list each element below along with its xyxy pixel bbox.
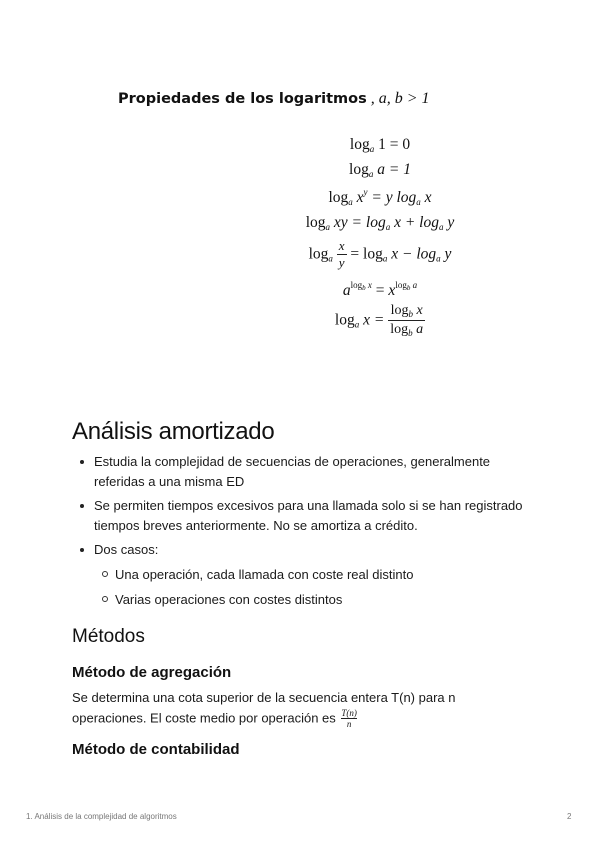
sub-list-item: Varias operaciones con costes distintos [115,590,515,610]
footer-page-number: 2 [567,812,572,821]
list-item: Estudia la complejidad de secuencias de operaciones, generalmente referidas a una misma ED [94,452,524,491]
list-item: Dos casos: [94,540,524,560]
footer-chapter: 1. Análisis de la complejidad de algoritmos [26,812,177,821]
formula-log-product: $\log_a$ xy = $\log_a x + \log_a y$ [305,214,455,232]
hollow-bullet-icon [102,596,108,602]
formula-log-quotient: $\log_a$ $\frac{x}{y}$ = $\log_a x - \log_a y$ [308,238,452,271]
formula-log-power: $\log_a x^y = y$ $\log_a x$ [328,187,432,207]
formula-log-exchange: $a^{log_b x} = x^{log_b a}$ [342,280,418,299]
log-properties-condition: , a, b > 1 [370,90,430,107]
formula-log-one: $\log_a 1 = 0$ [349,136,411,154]
formula-change-of-base: $\log_a x$ = $\frac{\log_b x}{\log_b a}$ [334,303,424,339]
log-properties-heading [118,90,430,108]
list-item: Se permiten tiempos excesivos para una llamada solo si se han registrado tiempos breves anteriormente. No se amortiza a crédito. [94,496,524,535]
bullet-icon [80,460,84,464]
section-title: Análisis amortizado [72,418,275,445]
methods-title: Métodos [72,626,145,647]
accounting-method-title: Método de contabilidad [72,741,240,758]
sub-list-item: Una operación, cada llamada con coste real distinto [115,565,515,585]
aggregation-method-title: Método de agregación [72,664,232,681]
log-properties-title: Propiedades de los logaritmos [118,91,367,107]
bullet-icon [80,548,84,552]
mean-cost-fraction: $\frac{T(n)}{n}$ [341,707,357,730]
formula-log-base: $\log_a a = 1$ [349,161,411,179]
hollow-bullet-icon [102,571,108,577]
aggregation-method-text: Se determina una cota superior de la secuencia entera T(n) para n operaciones. El coste medio por operación es $\frac{T(n)}{n}$ [72,690,456,730]
bullet-icon [80,504,84,508]
